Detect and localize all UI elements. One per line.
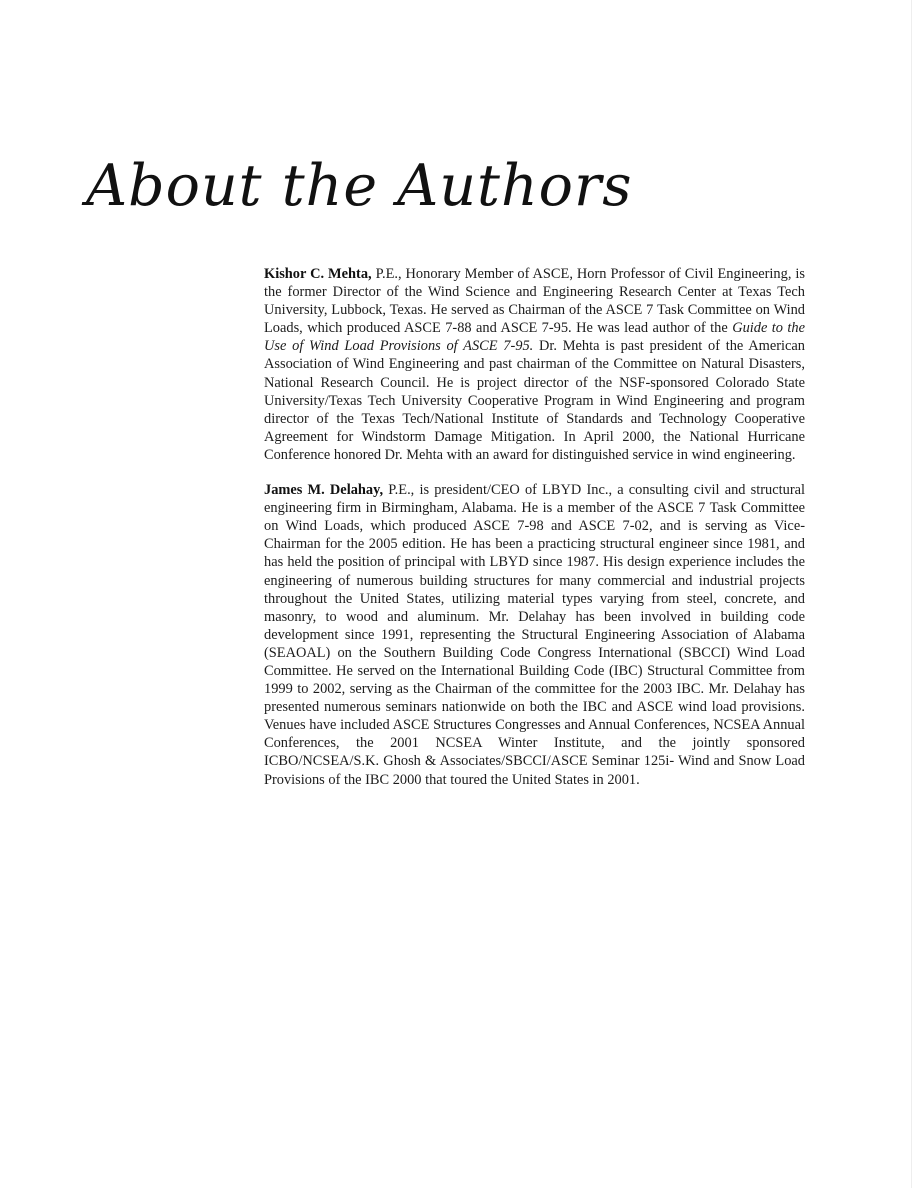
page-edge-divider (911, 0, 912, 1188)
author-bio-delahay (264, 481, 805, 789)
author-bios (264, 265, 805, 806)
author-name: Kishor C. Mehta, (264, 266, 372, 282)
page-title: About the Authors (86, 153, 633, 219)
author-name: James M. Delahay, (264, 482, 384, 499)
book-title: Guide to the Use of Wind Load Provisions of ASCE 7-95. (264, 320, 806, 355)
author-bio-mehta (264, 265, 805, 464)
author-bio-text: Dr. Mehta is past president of the American Association of Wind Engineering and past chairman of the Committee on Natural Disasters, National Research Council. He is project director of the NSF-sponsored Colorado State University/Texas Tech University Cooperative Program in Wind Engineering and program director of the Texas Tech/National Institute of Standards and Technology Cooperative Agreement for Windstorm Damage Mitigation. In April 2000, the National Hurricane Conference honored Dr. Mehta with an award for distinguished service in wind engineering. (264, 338, 805, 463)
author-bio-text: P.E., Honorary Member of ASCE, Horn Professor of Civil Engineering, is the former Director of the Wind Science and Engineering Research Center at Texas Tech University, Lubbock, Texas. He served as Chairman of the ASCE 7 Task Committee on Wind Loads, which produced ASCE 7-88 and ASCE 7-95. He was lead author of the (264, 266, 805, 337)
author-bio-text: P.E., is president/CEO of LBYD Inc., a consulting civil and structural engineering firm in Birmingham, Alabama. He is a member of the ASCE 7 Task Committee on Wind Loads, which produced ASCE 7-98 and ASCE 7-02, and is serving as Vice-Chairman for the 2005 edition. He has been a practicing structural engineer since 1981, and has held the position of principal with LBYD since 1987. His design experience includes the engineering of numerous building structures for many commercial and industrial projects throughout the United States, utilizing material types varying from steel, concrete, and masonry, to wood and aluminum. Mr. Delahay has been involved in building code development since 1991, representing the Structural Engineering Association of Alabama (SEAOAL) on the Southern Building Code Congress International (SBCCI) Wind Load Committee. He served on the International Building Code (IBC) Structural Committee from 1999 to 2002, serving as the Chairman of the committee for the 2003 IBC. Mr. Delahay has presented numerous seminars nationwide on both the IBC and ASCE wind load provisions. Venues have included ASCE Structures Congresses and Annual Conferences, NCSEA Annual Conferences, the 2001 NCSEA Winter Institute, and the jointly sponsored ICBO/NCSEA/S.K. Ghosh & Associates/SBCCI/ASCE Seminar 125i- Wind and Snow Load Provisions of the IBC 2000 that toured the United States in 2001. (264, 482, 806, 788)
